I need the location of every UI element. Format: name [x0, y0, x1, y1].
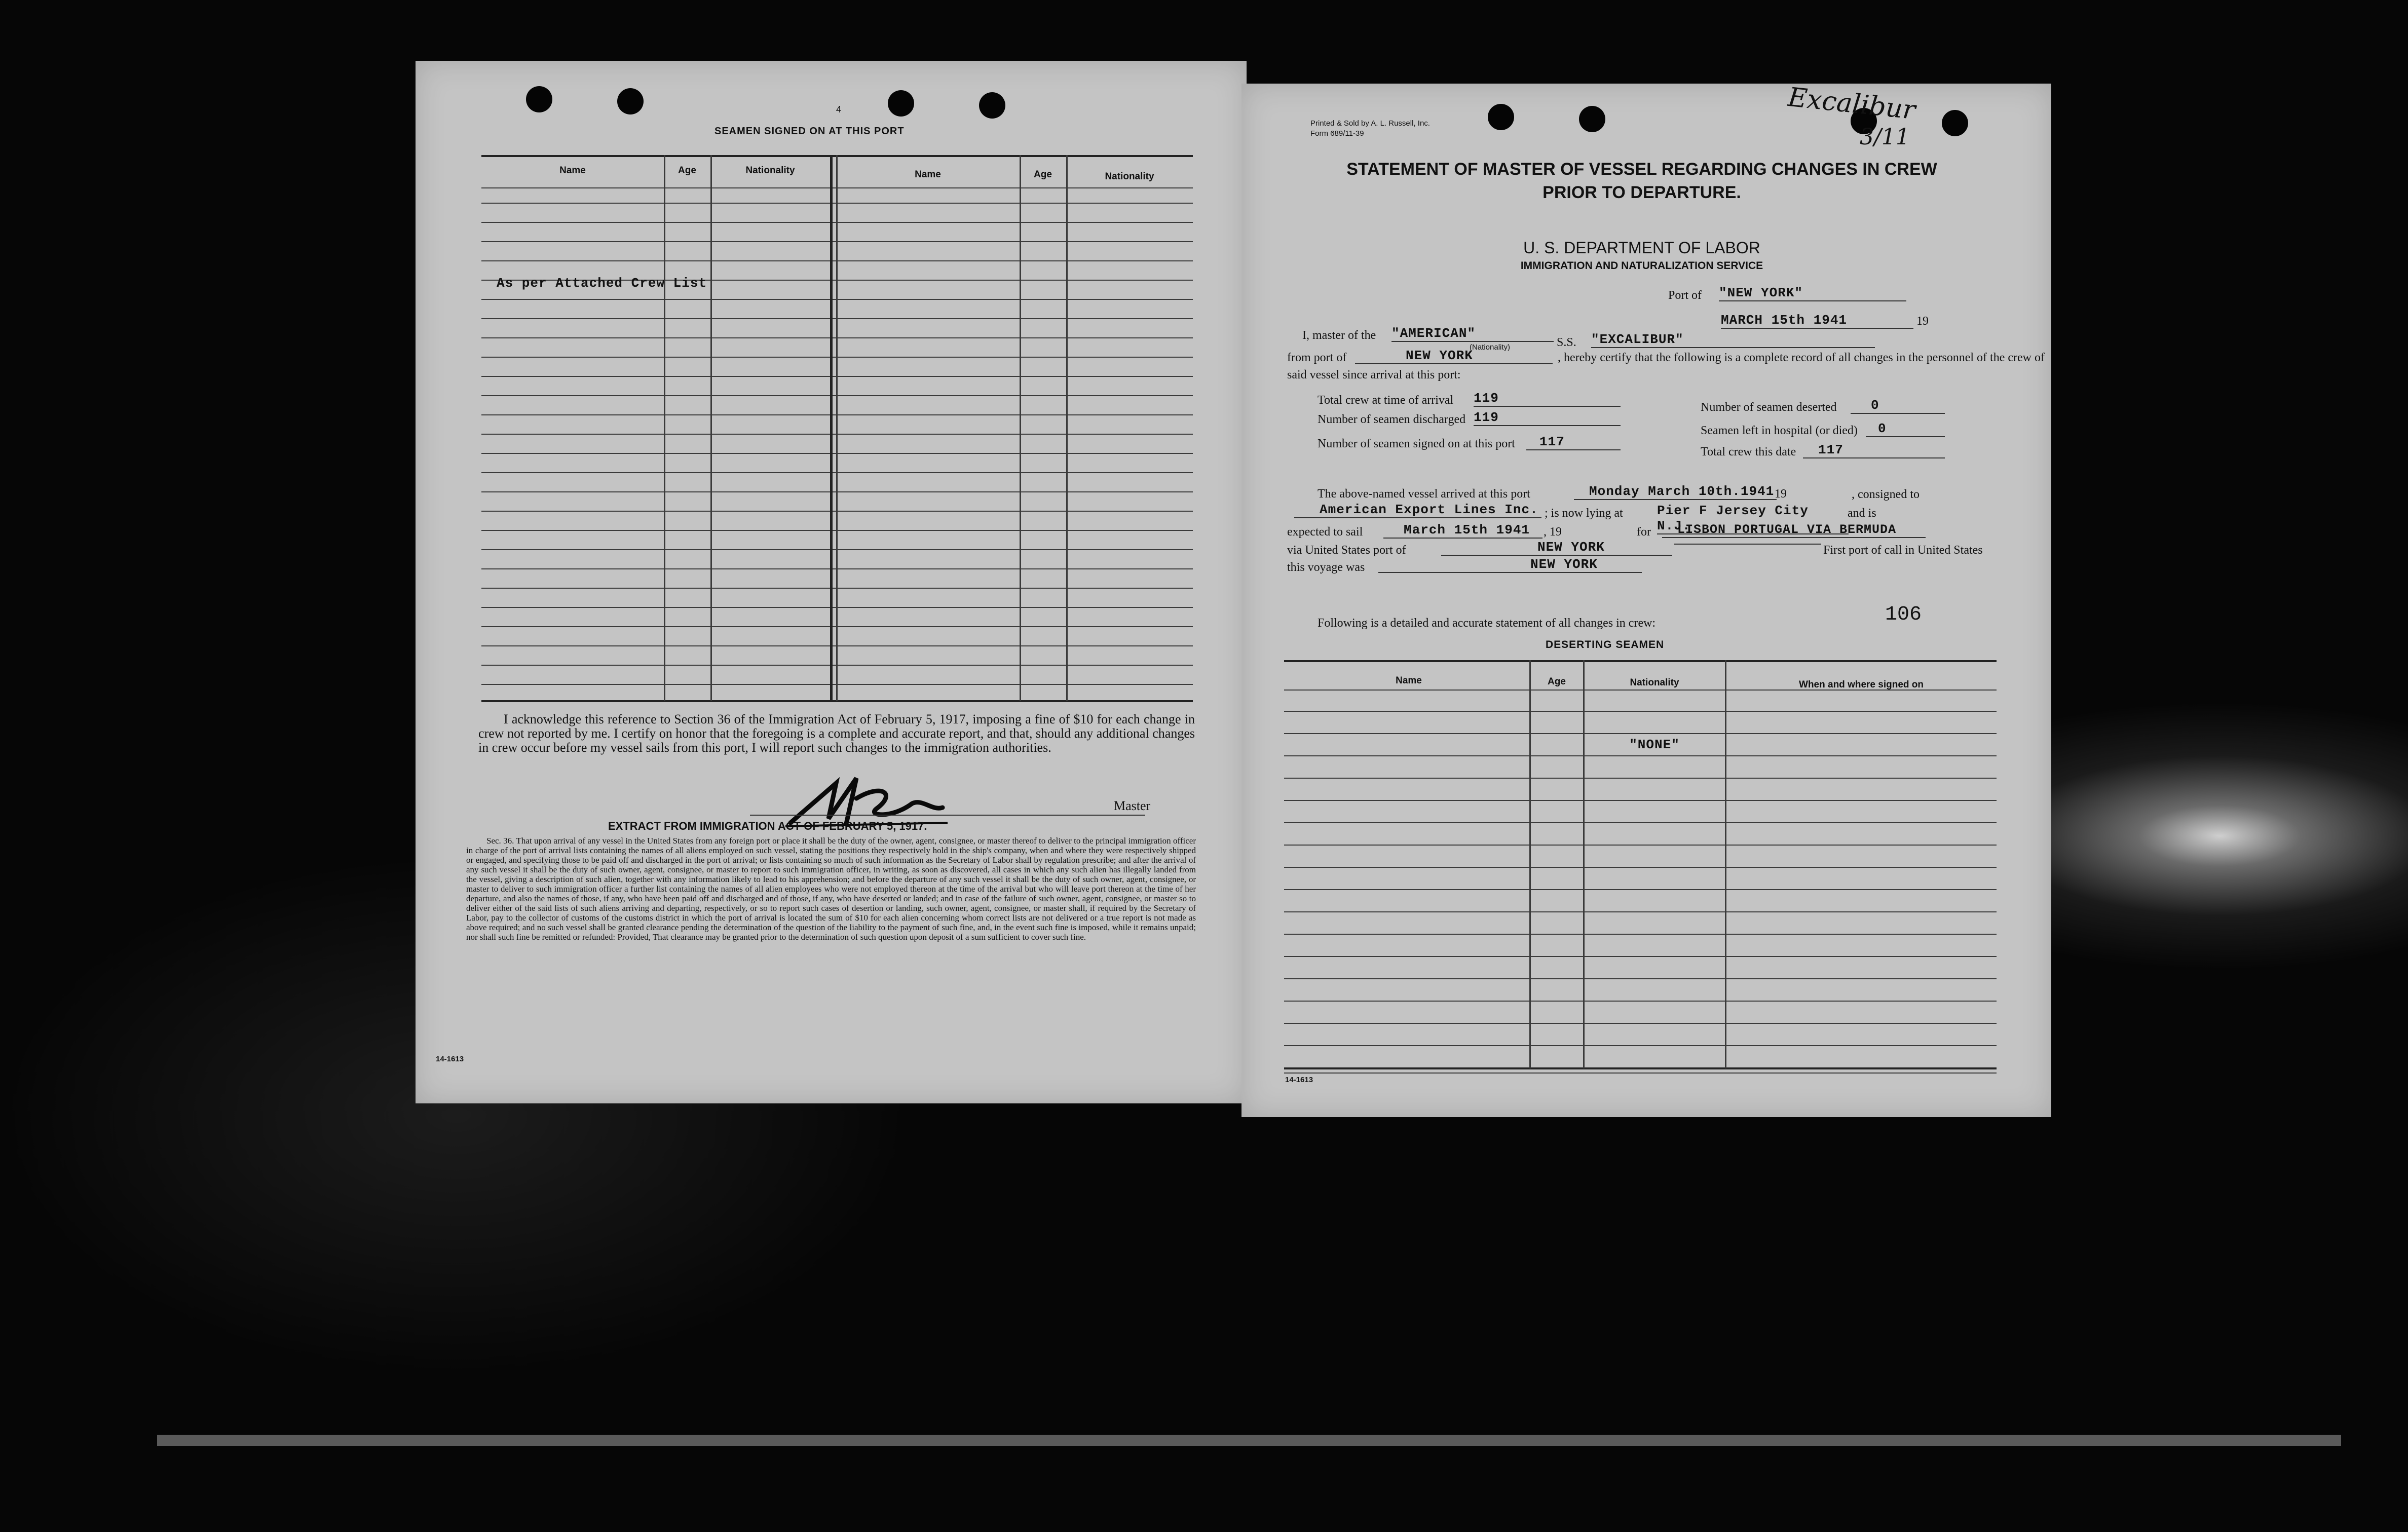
- deserting-none-entry: "NONE": [1629, 737, 1680, 752]
- via-port-label: via United States port of: [1287, 544, 1406, 557]
- punch-hole: [617, 88, 644, 114]
- deserted-value: 0: [1851, 398, 1945, 414]
- column-header-age: Age: [1548, 676, 1566, 687]
- total-crew-arrival-value: 119: [1474, 391, 1621, 407]
- deserting-seamen-title: DESERTING SEAMEN: [1546, 639, 1665, 650]
- punch-hole: [1942, 110, 1968, 136]
- punch-hole: [888, 90, 914, 117]
- form-code: 14-1613: [436, 1055, 464, 1063]
- nationality-caption: (Nationality): [1470, 343, 1511, 352]
- column-header-when-where-signed: When and where signed on: [1799, 679, 1924, 690]
- from-port-value: NEW YORK: [1355, 348, 1553, 364]
- consigned-label: , consigned to: [1852, 488, 1920, 501]
- extract-text: Sec. 36. That upon arrival of any vessel in the United States from any foreign port or place it shall be the duty of the owner, agent, consignee, or master thereof to deliver to the principal immigration officer in charge of the port of arrival lists containing the names of all aliens employed on such vessel, stating the positions they respectively hold in the ship's company, when and where they were respectively shipped or engaged, and specifying those to be paid off and discharged in the port of arrival; or lists containing so much of such information as the Secretary of Labor shall by regulation prescribe; and after the arrival of any such vessel it shall be the duty of such owner, agent, consignee, or master to report to such immigration officer, in writing, as soon as discovered, all cases in which any such alien has illegally landed from the vessel, giving a description of such alien, together with any information likely to lead to his apprehension; and before the departure of any such vessel it shall be the duty of such owner, agent, consignee, or master to deliver to such immigration officer a further list containing the names of all alien employees who were not employed thereon at the time of the arrival but who will leave port thereon at the time of her departure, and also the names of those, if any, who have been paid off and discharged and of those, if any, who have deserted or landed; and in case of the failure of such owner, agent, consignee, or master so to deliver either of the said lists of such aliens arriving and departing, respectively, or so to report such cases of desertion or landing, such owner, agent, consignee, or master shall, if required by the Secretary of Labor, pay to the collector of customs of the customs district in which the port of arrival is located the sum of $10 for each alien concerning whom correct lists are not delivered or a true report is not made as above required; and no such vessel shall be granted clearance pending the determination of the question of the liability to the payment of such fine, and, in the event such fine is imposed, while it remains unpaid; nor shall such fine be remitted or refunded: Provided, That clearance may be granted prior to the determination of such question upon deposit of a sum sufficient to cover such fine.: [466, 836, 1196, 942]
- first-port-blank: [1674, 544, 1821, 545]
- left-page: [416, 61, 1247, 1103]
- master-of-label: I, master of the: [1302, 329, 1376, 342]
- form-number: Form 689/11-39: [1310, 129, 1364, 138]
- column-header-age: Age: [1034, 169, 1052, 180]
- column-header-age: Age: [678, 165, 696, 176]
- discharged-value: 119: [1474, 410, 1621, 426]
- expected-year-suffix: , 19: [1544, 525, 1562, 539]
- following-statement: Following is a detailed and accurate statement of all changes in crew:: [1318, 617, 1656, 630]
- total-crew-arrival-label: Total crew at time of arrival: [1318, 394, 1454, 407]
- date-value: MARCH 15th 1941: [1721, 313, 1913, 329]
- lying-value: Pier F Jersey City N.J.: [1657, 503, 1849, 534]
- expected-sail-value: March 15th 1941: [1383, 522, 1542, 539]
- total-crew-date-value: 117: [1803, 442, 1945, 458]
- column-header-nationality: Nationality: [1105, 171, 1154, 182]
- column-header-nationality: Nationality: [745, 165, 795, 176]
- punch-hole: [979, 92, 1005, 119]
- consignee-value: American Export Lines Inc.: [1294, 502, 1541, 518]
- voyage-value: NEW YORK: [1378, 557, 1642, 573]
- service-name: IMMIGRATION AND NATURALIZATION SERVICE: [1520, 260, 1763, 272]
- from-port-label: from port of: [1287, 351, 1347, 364]
- printer-line: Printed & Sold by A. L. Russell, Inc.: [1310, 119, 1430, 128]
- form-code: 14-1613: [1285, 1076, 1313, 1084]
- punch-hole: [526, 86, 552, 112]
- via-port-value: NEW YORK: [1441, 540, 1672, 556]
- form-subtitle: PRIOR TO DEPARTURE.: [1542, 183, 1741, 202]
- destination-value: LISBON PORTUGAL VIA BERMUDA: [1662, 522, 1926, 538]
- first-port-label: First port of call in United States: [1823, 544, 1983, 557]
- total-crew-date-label: Total crew this date: [1701, 445, 1796, 458]
- page-stamp-number: 106: [1885, 603, 1922, 626]
- signature-line: [750, 815, 1145, 816]
- section-title: SEAMEN SIGNED ON AT THIS PORT: [714, 126, 905, 137]
- port-of-label: Port of: [1668, 289, 1702, 302]
- port-of-value: "NEW YORK": [1719, 285, 1906, 301]
- handwritten-date: 3/11: [1860, 124, 1910, 150]
- extract-title: EXTRACT FROM IMMIGRATION ACT OF FEBRUARY 5, 1917.: [608, 820, 927, 832]
- arrived-label: The above-named vessel arrived at this port: [1318, 487, 1530, 501]
- signed-on-label: Number of seamen signed on at this port: [1318, 437, 1515, 450]
- column-header-name: Name: [915, 169, 941, 180]
- lying-label: ; is now lying at: [1545, 507, 1623, 520]
- ss-label: S.S.: [1557, 336, 1576, 349]
- sheet-edge: [157, 1435, 2341, 1446]
- column-header-name: Name: [559, 165, 586, 176]
- department-name: U. S. DEPARTMENT OF LABOR: [1523, 239, 1760, 257]
- certify-text: , hereby certify that the following is a complete record of all changes in the personnel of the crew of said vessel since arrival at this port:: [1287, 351, 2045, 381]
- signed-on-value: 117: [1526, 434, 1621, 450]
- page-number: 4: [836, 104, 842, 114]
- master-label: Master: [1114, 798, 1151, 813]
- acknowledgement-text: I acknowledge this reference to Section 36 of the Immigration Act of February 5, 1917, imposing a fine of $10 for each change in crew not reported by me. I certify on honor that the foregoing is a complete and accurate report, and that, should any additional changes in crew occur before my vessel sails from this port, I will report such changes to the immigration authorities.: [478, 712, 1195, 755]
- right-page: [1241, 84, 2051, 1117]
- expected-sail-label: expected to sail: [1287, 525, 1363, 539]
- and-is-label: and is: [1848, 507, 1876, 520]
- hospital-label: Seamen left in hospital (or died): [1701, 424, 1858, 437]
- punch-hole: [1488, 104, 1514, 130]
- vessel-name-value: "EXCALIBUR": [1591, 332, 1875, 348]
- arrived-value: Monday March 10th.1941: [1574, 484, 1777, 500]
- for-label: for: [1637, 525, 1651, 539]
- discharged-label: Number of seamen discharged: [1318, 413, 1466, 426]
- hospital-value: 0: [1866, 421, 1945, 437]
- column-header-nationality: Nationality: [1630, 677, 1679, 688]
- typed-crew-list-entry: As per Attached Crew List: [497, 276, 707, 291]
- punch-hole: [1579, 106, 1605, 132]
- handwritten-note: Excalibur: [1786, 82, 1917, 126]
- voyage-label: this voyage was: [1287, 561, 1365, 574]
- nationality-value: "AMERICAN": [1391, 326, 1554, 342]
- form-title: STATEMENT OF MASTER OF VESSEL REGARDING CHANGES IN CREW: [1346, 160, 1937, 179]
- deserted-label: Number of seamen deserted: [1701, 401, 1837, 414]
- arrived-year-suffix: 19: [1775, 487, 1787, 501]
- year-suffix: 19: [1916, 315, 1929, 328]
- column-header-name: Name: [1396, 675, 1422, 686]
